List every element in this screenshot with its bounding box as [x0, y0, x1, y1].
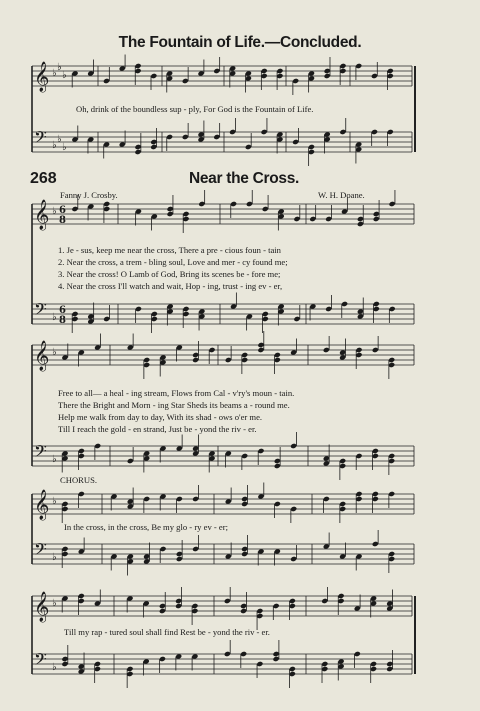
flat-icon: ♭ [57, 134, 62, 145]
hymn-title: Near the Cross. [188, 170, 300, 187]
flat-icon: ♭ [52, 347, 57, 358]
chorus-lyric: In the cross, in the cross, Be my glo - ry ev - er; [64, 522, 228, 532]
flat-icon: ♭ [52, 454, 57, 465]
verse-line: Till I reach the gold - en strand, Just be - yond the riv - er. [58, 424, 257, 434]
verse-line: 4. Near the cross I'll watch and wait, Hop - ing, trust - ing ev - er, [58, 281, 283, 291]
time-signature-bottom: 8 [59, 215, 66, 226]
verse-line: 2. Near the cross, a trem - bling soul, Love and mer - cy found me; [58, 257, 288, 267]
verse-line: 1. Je - sus, keep me near the cross, There a pre - cious foun - tain [58, 245, 281, 255]
bass-clef-icon: 𝄢 [34, 299, 47, 323]
bass-clef-icon: 𝄢 [34, 441, 47, 465]
chorus-label: CHORUS. [60, 475, 98, 485]
composer-credit: W. H. Doane. [318, 190, 365, 200]
time-signature-bottom: 8 [59, 315, 66, 326]
verse-line: There the Bright and Morn - ing Star Sheds its beams a - round me. [58, 400, 290, 410]
treble-clef-icon: 𝄞 [34, 62, 50, 92]
flat-icon: ♭ [52, 552, 57, 563]
flat-icon: ♭ [52, 206, 57, 217]
final-lyric: Till my rap - tured soul shall find Rest be - yond the riv - er. [64, 627, 270, 637]
verse-line: 3. Near the cross! O Lamb of God, Bring its scenes be - fore me; [58, 269, 281, 279]
verse-line: Help me walk from day to day, With its shad - ows o'er me. [58, 412, 263, 422]
flat-icon: ♭ [52, 68, 57, 79]
flat-icon: ♭ [52, 598, 57, 609]
verse-line: Free to all— a heal - ing stream, Flows from Cal - v'ry's moun - tain. [58, 388, 295, 398]
flat-icon: ♭ [52, 312, 57, 323]
bass-clef-icon: 𝄢 [34, 539, 47, 563]
time-signature-top: 6 [59, 305, 66, 316]
lyricist-credit: Fanny J. Crosby. [60, 190, 118, 200]
hymn-number: 268 [30, 170, 57, 187]
treble-clef-icon: 𝄞 [34, 592, 50, 622]
bass-clef-icon: 𝄢 [34, 649, 47, 673]
time-signature-top: 6 [59, 205, 66, 216]
flat-icon: ♭ [57, 62, 62, 73]
flat-icon: ♭ [52, 662, 57, 673]
treble-clef-icon: 𝄞 [34, 341, 50, 371]
flat-icon: ♭ [62, 70, 67, 81]
treble-clef-icon: 𝄞 [34, 200, 50, 230]
flat-icon: ♭ [62, 142, 67, 153]
previous-hymn-title: The Fountain of Life.—Concluded. [118, 34, 362, 51]
treble-clef-icon: 𝄞 [34, 490, 50, 520]
flat-icon: ♭ [52, 140, 57, 151]
previous-hymn-lyric: Oh, drink of the boundless sup - ply, For God is the Fountain of Life. [76, 104, 314, 114]
bass-clef-icon: 𝄢 [34, 127, 47, 151]
flat-icon: ♭ [52, 496, 57, 507]
